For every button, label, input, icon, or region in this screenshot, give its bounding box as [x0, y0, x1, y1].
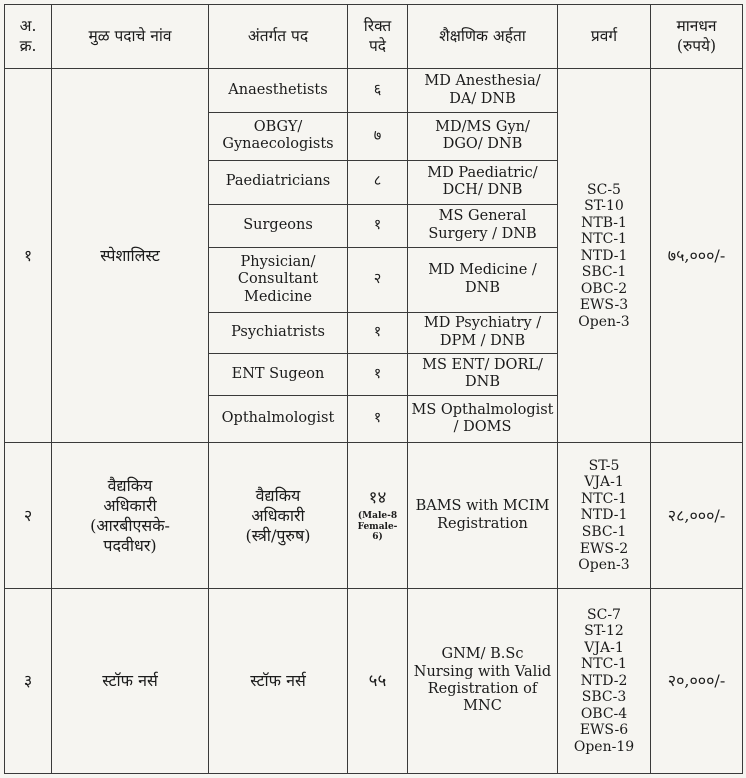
qualification-cell: MS General Surgery / DNB — [408, 204, 558, 248]
table-row — [5, 588, 743, 773]
table-row — [5, 69, 743, 113]
vacancy-note: (Male-8 Female- 6) — [357, 510, 398, 543]
vacancy-cell: १ — [348, 204, 408, 248]
header-remuneration: मानधन (रुपये) — [651, 5, 743, 69]
main-post-cell: स्टॉफ नर्स — [52, 588, 209, 773]
header-main-post: मुळ पदाचे नांव — [52, 5, 209, 69]
sub-post-cell: Anaesthetists — [209, 69, 348, 113]
header-sub-post: अंतर्गत पद — [209, 5, 348, 69]
sub-post-cell: Opthalmologist — [209, 395, 348, 443]
category-cell: ST-5 VJA-1 NTC-1 NTD-1 SBC-1 EWS-2 Open-3 — [558, 443, 651, 588]
remuneration-cell: २८,०००/- — [651, 443, 743, 588]
sr-no-cell: ३ — [5, 588, 52, 773]
header-vacancies: रिक्त पदे — [348, 5, 408, 69]
sub-post-cell: Physician/ Consultant Medicine — [209, 248, 348, 312]
vacancy-cell: ७ — [348, 113, 408, 161]
sub-post-cell: वैद्यकिय अधिकारी (स्त्री/पुरुष) — [209, 443, 348, 588]
remuneration-cell: ७५,०००/- — [651, 69, 743, 443]
category-cell: SC-5 ST-10 NTB-1 NTC-1 NTD-1 SBC-1 OBC-2 EWS-3 Open-3 — [558, 69, 651, 443]
vacancy-cell: २ — [348, 248, 408, 312]
vacancy-cell: १ — [348, 395, 408, 443]
sr-no-cell: २ — [5, 443, 52, 588]
main-post-cell: स्पेशालिस्ट — [52, 69, 209, 443]
vacancy-cell: १४ (Male-8 Female- 6) — [348, 443, 408, 588]
qualification-cell: MS ENT/ DORL/ DNB — [408, 354, 558, 396]
header-sr-no: अ. क्र. — [5, 5, 52, 69]
header-row — [5, 5, 743, 69]
sr-no-cell: १ — [5, 69, 52, 443]
sub-post-cell: Surgeons — [209, 204, 348, 248]
qualification-cell: BAMS with MCIM Registration — [408, 443, 558, 588]
vacancy-cell: १ — [348, 354, 408, 396]
qualification-cell: MD Psychiatry / DPM / DNB — [408, 312, 558, 354]
remuneration-cell: २०,०००/- — [651, 588, 743, 773]
qualification-cell: MS Opthalmologist / DOMS — [408, 395, 558, 443]
main-post-cell: वैद्यकिय अधिकारी (आरबीएसके- पदवीधर) — [52, 443, 209, 588]
header-qualification: शैक्षणिक अर्हता — [408, 5, 558, 69]
qualification-cell: MD Medicine / DNB — [408, 248, 558, 312]
qualification-cell: GNM/ B.Sc Nursing with Valid Registration of MNC — [408, 588, 558, 773]
sub-post-cell: ENT Sugeon — [209, 354, 348, 396]
vacancy-cell: ६ — [348, 69, 408, 113]
table-row — [5, 443, 743, 588]
sub-post-cell: OBGY/ Gynaecologists — [209, 113, 348, 161]
qualification-cell: MD/MS Gyn/ DGO/ DNB — [408, 113, 558, 161]
vacancy-cell: ८ — [348, 160, 408, 204]
recruitment-table — [4, 4, 743, 774]
vacancy-cell: ५५ — [348, 588, 408, 773]
vacancy-cell: १ — [348, 312, 408, 354]
header-category: प्रवर्ग — [558, 5, 651, 69]
qualification-cell: MD Anesthesia/ DA/ DNB — [408, 69, 558, 113]
sub-post-cell: Psychiatrists — [209, 312, 348, 354]
sub-post-cell: स्टॉफ नर्स — [209, 588, 348, 773]
qualification-cell: MD Paediatric/ DCH/ DNB — [408, 160, 558, 204]
category-cell: SC-7 ST-12 VJA-1 NTC-1 NTD-2 SBC-3 OBC-4 EWS-6 Open-19 — [558, 588, 651, 773]
sub-post-cell: Paediatricians — [209, 160, 348, 204]
